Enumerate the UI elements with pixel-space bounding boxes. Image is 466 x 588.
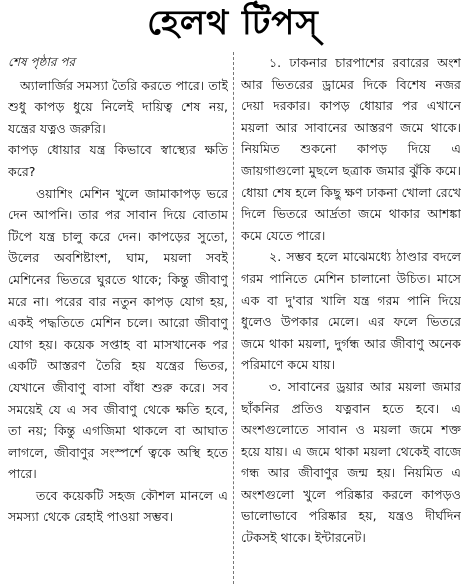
left-column <box>8 52 228 588</box>
tip-1: ১. ঢাকনার চারপাশের রবারের অংশ আর ভিতরের ড্রামের দিকে বিশেষ নজর দেয়া দরকার। কাপড় ধোয়ার পর এখানে ময়লা আর সাবানের আস্তরণ জমে থাকে। নিয়মিত শুকনো কাপড় দিয়ে এ জায়গাগুলো মুছলে ছত্রাক জমার ঝুঁকি কমে। ধোয়া শেষ হলে কিছু ক্ষণ ঢাকনা খোলা রেখে দিলে ভিতরে আর্দ্রতা জমে থাকার আশঙ্কা কমে যেতে পারে। <box>241 55 461 243</box>
continued-from-label: শেষ পৃষ্ঠার পর <box>8 55 76 69</box>
tip-2: ২. সম্ভব হলে মাঝেমধ্যে ঠাণ্ডার বদলে গরম পানিতে মেশিন চালানো উচিত। মাসে এক বা দু'বার খালি যন্ত্র গরম পানি দিয়ে ধুলেও উপকার মেলে। এর ফলে ভিতরে জমে থাকা ময়লা, দুর্গন্ধ আর জীবাণু অনেক পরিমাণে কমে যায়। <box>241 249 461 373</box>
tip-3: ৩. সাবানের ড্রয়ার আর ময়লা জমার ছাঁকনির প্রতিও যত্নবান হতে হবে। এ অংশগুলোতে সাবান ও ময়লা জমে শক্ত হয়ে যায়। এ জমে থাকা ময়লা থেকেই বাজে গন্ধ আর জীবাণুর জন্ম হয়। নিয়মিত এ অংশগুলো খুলে পরিষ্কার করলে কাপড়ও ভালোভাবে পরিষ্কার হয়, যন্ত্রও দীর্ঘদিন টেকসই থাকে। ইন্টারনেট। <box>241 378 461 546</box>
title-banner <box>0 0 466 50</box>
subheading: কাপড় ধোয়ার যন্ত্র কিভাবে স্বাস্থ্যের ক্ষতি করে? <box>8 142 228 179</box>
right-column <box>241 52 461 588</box>
paragraph: তবে কয়েকটি সহজ কৌশল মানলে এ সমস্যা থেকে রেহাই পাওয়া সম্ভব। <box>8 487 228 525</box>
article-body <box>0 52 466 588</box>
headline: হেলথ টিপস্ <box>147 2 319 43</box>
paragraph: ওয়াশিং মেশিন খুলে জামাকাপড় ভরে দেন আপনি। তার পর সাবান দিয়ে বোতাম টিপে যন্ত্র চালু করে দেন। কাপড়ের সুতো, উলের অবশিষ্টাংশ, ঘাম, ময়লা সবই মেশিনের ভিতরে ঘুরতে থাকে; কিন্তু জীবাণু মরে না। পরের বার নতুন কাপড় যোগ হয়, একই পদ্ধতিতে মেশিন চলে। আরো জীবাণু যোগ হয়। কয়েক সপ্তাহ বা মাসখানেক পর একটি আস্তরণ তৈরি হয় যন্ত্রের ভিতর, যেখানে জীবাণু বাসা বাঁধা শুরু করে। সব সময়েই যে এ সব জীবাণু থেকে ক্ষতি হবে, তা নয়; কিন্তু এগজিমা থাকলে বা আঘাত লাগলে, জীবাণুর সংস্পর্শে ত্বকে অস্থি হতে পারে। <box>8 185 228 482</box>
paragraph: অ্যালার্জির সমস্যা তৈরি করতে পারে। তাই শুধু কাপড় ধুয়ে নিলেই দায়িত্ব শেষ নয়, যন্ত্রের যত্নও জরুরি। <box>8 77 228 136</box>
